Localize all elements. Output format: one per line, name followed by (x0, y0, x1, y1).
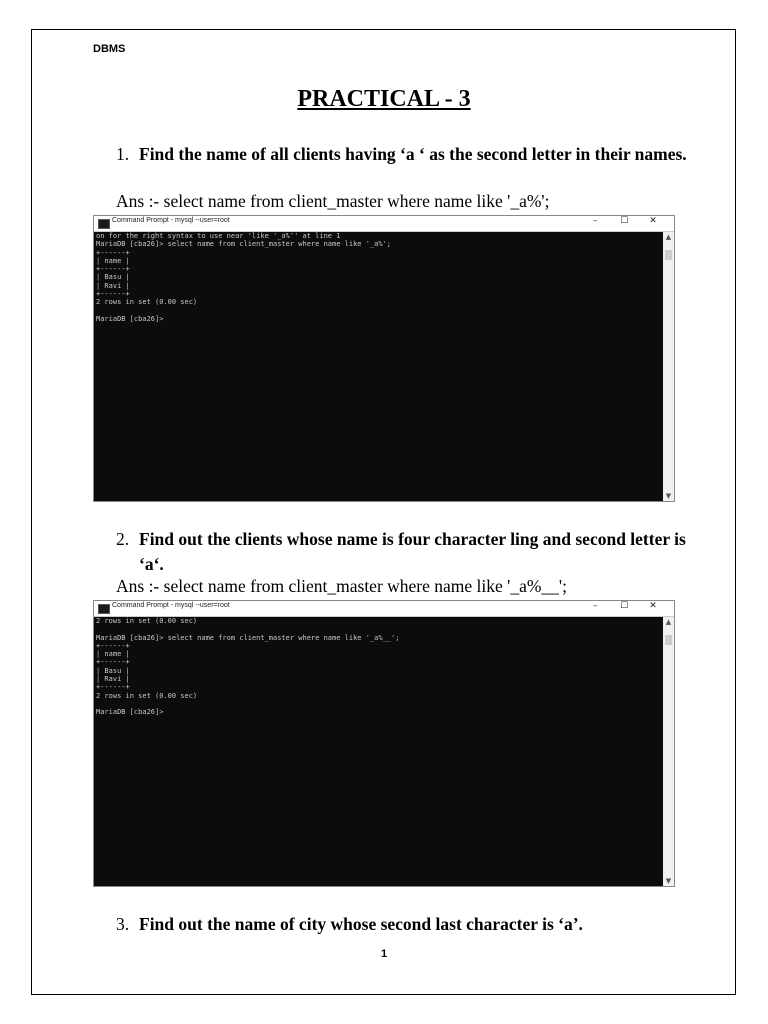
scrollbar-thumb[interactable] (665, 250, 672, 260)
minimize-icon[interactable]: – (593, 601, 598, 611)
console-line: +------+ (96, 641, 130, 650)
page-title: PRACTICAL - 3 (297, 86, 471, 112)
console-line: +------+ (96, 248, 130, 257)
console-line (96, 307, 662, 315)
minimize-icon[interactable]: – (593, 216, 598, 226)
scroll-down-icon[interactable]: ▼ (665, 877, 672, 885)
console-line: MariaDB [cba26]> select name from client_master where name like '_a%__'; (96, 633, 400, 642)
close-icon[interactable]: ✕ (649, 601, 657, 611)
console-line: | Ravi | (96, 281, 130, 290)
question-text: Find out the name of city whose second last character is ‘a’. (139, 914, 583, 934)
console-line: +------+ (96, 265, 130, 274)
console-line: | Basu | (96, 666, 130, 675)
cmd-icon (98, 219, 110, 229)
question-1 (116, 142, 696, 167)
console-line: +------+ (96, 290, 130, 299)
page-header: DBMS (93, 43, 126, 55)
console-line: MariaDB [cba26]> (96, 314, 164, 323)
maximize-icon[interactable]: ☐ (620, 601, 629, 611)
command-prompt-window (93, 215, 675, 502)
console-line: | Basu | (96, 273, 130, 282)
window-titlebar (94, 601, 674, 617)
scroll-up-icon[interactable]: ▲ (665, 618, 672, 626)
scrollbar[interactable] (663, 232, 674, 501)
console-output (96, 617, 662, 886)
page-number: 1 (380, 948, 388, 960)
scroll-up-icon[interactable]: ▲ (665, 233, 672, 241)
window-titlebar (94, 216, 674, 232)
close-icon[interactable]: ✕ (649, 216, 657, 226)
console-output (96, 232, 662, 501)
question-number: 3. (116, 914, 130, 934)
console-line: 2 rows in set (0.00 sec) (96, 298, 198, 307)
console-line: MariaDB [cba26]> select name from client_master where name like '_a%'; (96, 240, 392, 249)
answer-1: Ans :- select name from client_master where name like '_a%'; (116, 191, 550, 211)
console-line: 2 rows in set (0.00 sec) (96, 617, 198, 625)
console-line: 2 rows in set (0.00 sec) (96, 691, 198, 700)
maximize-icon[interactable]: ☐ (620, 216, 629, 226)
console-line: +------+ (96, 683, 130, 692)
scroll-down-icon[interactable]: ▼ (665, 492, 672, 500)
question-number: 1. (116, 144, 130, 164)
console-line: on for the right syntax to use near 'like '_a%'' at line 1 (96, 232, 341, 240)
answer-2: Ans :- select name from client_master where name like '_a%__'; (116, 576, 567, 596)
window-title: Command Prompt - mysql --user=root (112, 602, 230, 609)
scrollbar[interactable] (663, 617, 674, 886)
question-number: 2. (116, 529, 130, 549)
console-line: +------+ (96, 658, 130, 667)
console-line: MariaDB [cba26]> (96, 708, 164, 717)
console-line: | Ravi | (96, 675, 130, 684)
cmd-icon (98, 604, 110, 614)
console-line: | name | (96, 256, 130, 265)
question-3 (116, 912, 696, 937)
scrollbar-thumb[interactable] (665, 635, 672, 645)
question-text: Find out the clients whose name is four character ling and second letter is ‘a‘. (139, 529, 686, 574)
console-line (96, 625, 662, 633)
window-title: Command Prompt - mysql --user=root (112, 217, 230, 224)
console-line: | name | (96, 650, 130, 659)
command-prompt-window (93, 600, 675, 887)
question-text: Find the name of all clients having ‘a ‘ as the second letter in their names. (139, 144, 687, 164)
console-line (96, 700, 662, 708)
question-2 (116, 527, 696, 577)
